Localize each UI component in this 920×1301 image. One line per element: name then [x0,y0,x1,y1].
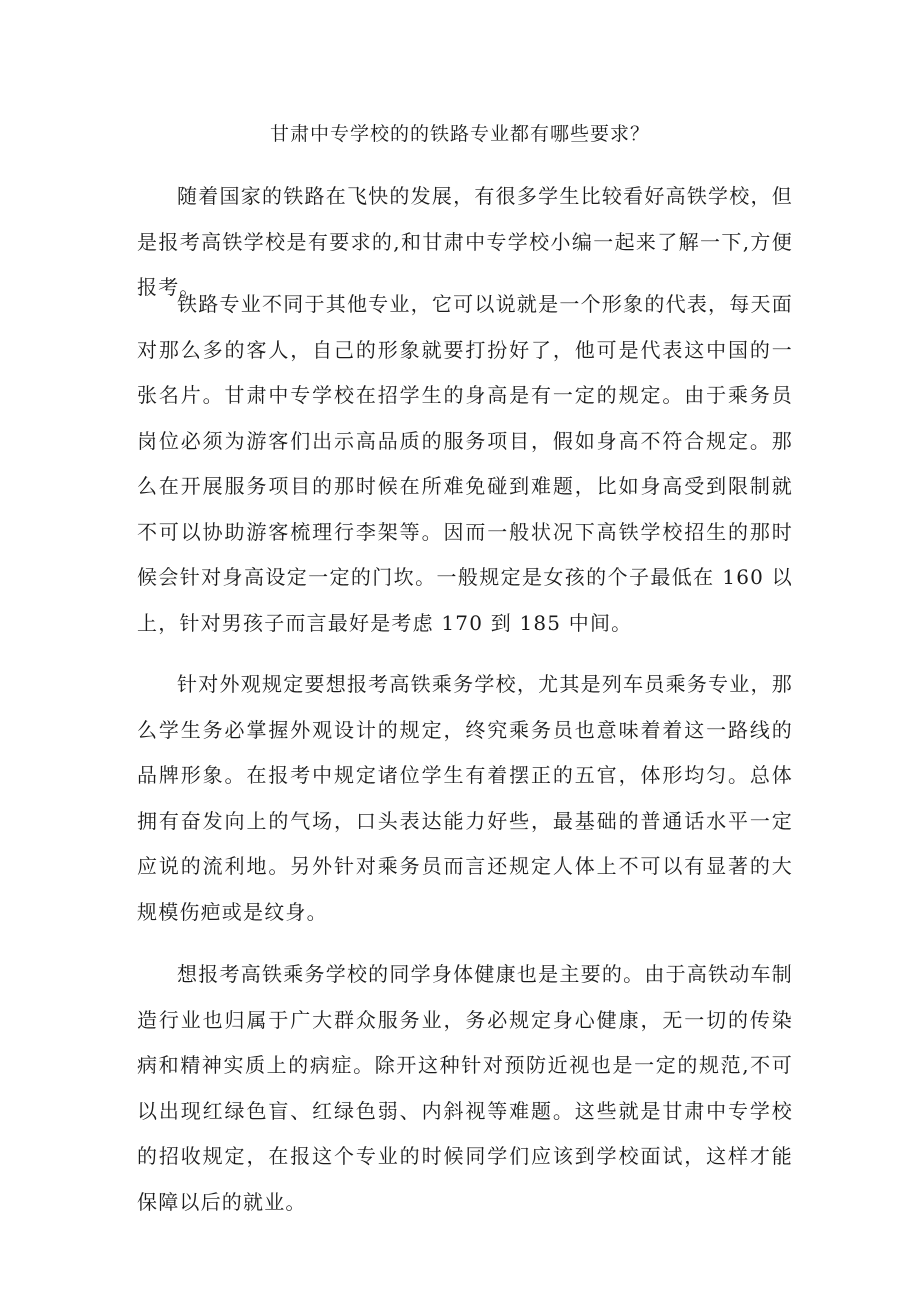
paragraph-appearance-requirements: 针对外观规定要想报考高铁乘务学校，尤其是列车员乘务专业，那么学生务必掌握外观设计的规定，终究乘务员也意味着着这一路线的品牌形象。在报考中规定诸位学生有着摆正的五官，体形均匀。总体拥有奋发向上的气场，口头表达能力好些，最基础的普通话水平一定应说的流利地。另外针对乘务员而言还规定人体上不可以有显著的大规模伤疤或是纹身。 [137,672,793,924]
paragraph-height-requirements: 铁路专业不同于其他专业，它可以说就是一个形象的代表，每天面对那么多的客人，自己的形象就要打扮好了，他可是代表这中国的一张名片。甘肃中专学校在招学生的身高是有一定的规定。由于乘务员岗位必须为游客们出示高品质的服务项目，假如身高不符合规定。那么在开展服务项目的那时候在所难免碰到难题，比如身高受到限制就不可以协助游客梳理行李架等。因而一般状况下高铁学校招生的那时候会针对身高设定一定的门坎。一般规定是女孩的个子最低在 160 以上，针对男孩子而言最好是考虑 170 到 185 中间。 [137,292,793,635]
paragraph-intro: 随着国家的铁路在飞快的发展，有很多学生比较看好高铁学校，但是报考高铁学校是有要求的,和甘肃中专学校小编一起来了解一下,方便报考。 [137,184,793,299]
paragraph-health-requirements: 想报考高铁乘务学校的同学身体健康也是主要的。由于高铁动车制造行业也归属于广大群众服务业，务必规定身心健康，无一切的传染病和精神实质上的病症。除开这种针对预防近视也是一定的规范,不可以出现红绿色盲、红绿色弱、内斜视等难题。这些就是甘肃中专学校的招收规定，在报这个专业的时候同学们应该到学校面试，这样才能保障以后的就业。 [137,962,793,1214]
document-title: 甘肃中专学校的的铁路专业都有哪些要求？ [269,123,650,145]
